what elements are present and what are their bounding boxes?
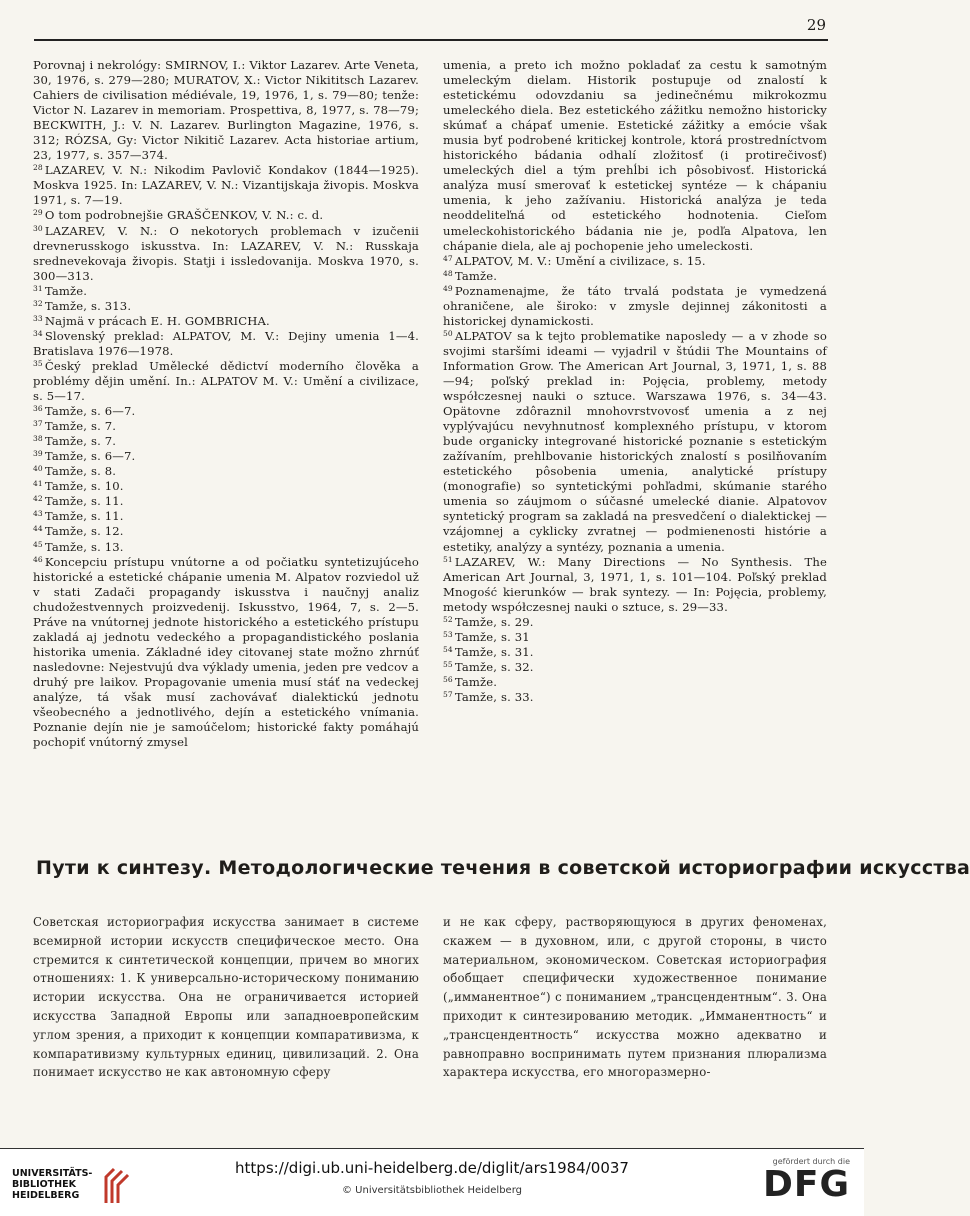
footnote-number: 49 <box>443 283 453 293</box>
footnote-number: 34 <box>33 328 43 338</box>
library-name-line3: HEIDELBERG <box>12 1189 80 1201</box>
dfg-funding-note: gefördert durch die <box>772 1157 850 1166</box>
footnote <box>443 254 827 269</box>
footnote-number: 31 <box>33 283 43 293</box>
footnote <box>33 479 419 494</box>
footnote-text: Tamže, s. 12. <box>44 524 124 539</box>
footnote <box>443 58 827 254</box>
footnote-number: 33 <box>33 313 43 323</box>
footnote-text: Poznamenajme, že táto trvalá podstata je vymedzená ohraničene, ale široko: v zmysle dejinnej zákonitosti a historickej dynamickosti. <box>443 283 827 328</box>
footnote-text: Tamže, s. 29. <box>454 614 534 629</box>
footnote-text: Tamže, s. 33. <box>454 689 534 704</box>
russian-summary-heading: Пути к синтезу. Методологические течения в советской историографии искусства <box>36 857 970 879</box>
footnote-text: Český preklad Umělecké dědictví moderního člověka a problémy dějin umění. In.: ALPATOV M. V.: Umění a civilizace, s. 5—17. <box>33 358 419 404</box>
footnote-text: ALPATOV, M. V.: Umění a civilizace, s. 15. <box>454 253 706 268</box>
footnote <box>33 449 419 464</box>
footnote-text: Tamže, s. 7. <box>44 419 117 434</box>
library-name-line1: UNIVERSITÄTS- <box>12 1167 93 1179</box>
footnote <box>33 494 419 509</box>
footnotes-right-column <box>443 58 827 705</box>
footnote-text: O tom podrobnejšie GRAŠČENKOV, V. N.: c. d. <box>44 208 324 223</box>
footnote-number: 50 <box>443 328 453 338</box>
footnote <box>33 224 419 284</box>
footnote-text: Slovenský preklad: ALPATOV, M. V.: Dejiny umenia 1—4. Bratislava 1976—1978. <box>33 328 419 358</box>
footnote <box>443 615 827 630</box>
footnote <box>33 434 419 449</box>
footnote-text: umenia, a preto ich možno pokladať za cestu k samotným umeleckým dielam. Historik postupuje od znalostí k estetickému odovzdaniu sa jedinečnému mikrokozmu umeleckého diela. Bez estetického zážitku nemožno historicky skúmať a chápať umenie. Estetické zážitky a emócie však musia byť podrobené kritickej kontrole, ktorá prostredníctvom historického bádania odhalí zložitosť (i protirečivosť) umeleckých diel a tým prehĺbi ich pôsobivosť. Historická analýza musí smerovať k estetickej syntéze — k chápaniu umenia, k jeho zažívaniu. Historická analýza je teda neoddeliteľná od estetického hodnotenia. Cieľom umeleckohistorického bádania nie je, podľa Alpatova, len chápanie diela, ale aj pochopenie jeho umeleckosti. <box>443 58 827 253</box>
footnote-number: 51 <box>443 554 453 564</box>
footnote-number: 36 <box>33 404 43 414</box>
footnote-text: Tamže. <box>454 268 498 283</box>
footnote <box>443 645 827 660</box>
copyright-notice: © Universitätsbibliothek Heidelberg <box>341 1185 522 1196</box>
footnote-text: Tamže. <box>44 283 88 298</box>
footnote-text: Tamže, s. 7. <box>44 434 117 449</box>
footnote <box>33 509 419 524</box>
footnote-number: 48 <box>443 268 453 278</box>
footnote-text: Najmä v prácach E. H. GOMBRICHA. <box>44 313 270 328</box>
footnote-number: 56 <box>443 674 453 684</box>
library-name-line2: BIBLIOTHEK <box>12 1178 76 1190</box>
permalink-url[interactable]: https://digi.ub.uni-heidelberg.de/diglit/ars1984/0037 <box>235 1159 629 1177</box>
footnote <box>33 208 419 223</box>
footnote-number: 32 <box>33 298 43 308</box>
footnote-number: 54 <box>443 644 453 654</box>
footer-bar <box>0 1149 864 1216</box>
footnote <box>443 284 827 329</box>
footnote-text: Tamže. <box>454 674 498 689</box>
footnote-text: Porovnaj i nekrológy: SMIRNOV, I.: Viktor Lazarev. Arte Veneta, 30, 1976, s. 279—280; MURATOV, X.: Victor Nikititsch Lazarev. Cahiers de civilisation médiévale, 19, 1976, 1, s. 79—80; tenže: Victor N. Lazarev in memoriam. Prospettiva, 8, 1977, s. 78—79; BECKWITH, J.: V. N. Lazarev. Burlington Magazine, 1976, s. 312; RÓZSA, Gy: Victor Nikitič Lazarev. Acta historiae artium, 23, 1977, s. 357—374. <box>33 58 419 163</box>
footnote-text: LAZAREV, V. N.: Nikodim Pavlovič Kondakov (1844—1925). Moskva 1925. In: LAZAREV, V. N.: Vizantijskaja živopis. Moskva 1971, s. 7—19. <box>33 163 419 208</box>
footnote <box>33 299 419 314</box>
footnote-number: 47 <box>443 253 453 263</box>
footnote-number: 52 <box>443 614 453 624</box>
top-rule <box>34 39 828 41</box>
footnote-number: 39 <box>33 449 43 459</box>
footnote <box>33 58 419 163</box>
footnote <box>33 555 419 751</box>
footnote-number: 45 <box>33 539 43 549</box>
footnote <box>33 464 419 479</box>
footnote <box>443 329 827 555</box>
footnote-text: Koncepciu prístupu vnútorne a od počiatku syntetizujúceho historické a estetické chápanie umenia M. Alpatov rozviedol už v stati Zadači propagandy iskusstva i naučnyj analiz chudožestvennych proizvedenij. Iskusstvo, 1964, 7, s. 2—5. Práve na vnútornej jednote historického a estetického prístupu zakladá aj jednotu vedeckého a propagandistického poslania historika umenia. Základné idey citovanej state možno zhrnúť nasledovne: Nejestvujú dva výklady umenia, jeden pre vedcov a druhý pre laikov. Propagovanie umenia musí stáť na vedeckej analýze, tá však musí zachovávať dialektickú jednotu všeobecného a jednotlivého, dejín a estetického vnímania. Poznanie dejín nie je samoúčelom; historické fakty pomáhajú pochopiť vnútorný zmysel <box>33 554 419 750</box>
footnote-number: 43 <box>33 509 43 519</box>
footnote <box>33 524 419 539</box>
footnote <box>33 314 419 329</box>
footnote-number: 55 <box>443 659 453 669</box>
footnote <box>443 690 827 705</box>
footnote-number: 30 <box>33 223 43 233</box>
footnote-text: LAZAREV, V. N.: O nekotorych problemach v izučenii drevnerusskogo iskusstva. In: LAZAREV, V. N.: Russkaja srednevekovaja živopis. Statji i issledovanija. Moskva 1970, s. 300—313. <box>33 223 419 283</box>
dfg-logo[interactable] <box>763 1157 850 1204</box>
footnote-number: 38 <box>33 434 43 444</box>
footnote-text: LAZAREV, W.: Many Directions — No Synthesis. The American Art Journal, 3, 1971, 1, s. 101—104. Poľský preklad Mnogość kierunków — brak syntezy. — In: Pojęcia, problemy, metody współczesnej nauki o sztuce, s. 29—33. <box>443 554 827 614</box>
page-number: 29 <box>806 16 826 34</box>
footnote <box>443 269 827 284</box>
footnote-number: 41 <box>33 479 43 489</box>
footnote-text: Tamže, s. 8. <box>44 464 117 479</box>
dfg-wordmark: DFG <box>762 1164 850 1205</box>
footnote-text: Tamže, s. 31 <box>454 629 530 644</box>
footnote <box>33 419 419 434</box>
footnote <box>33 404 419 419</box>
footnote-number: 42 <box>33 494 43 504</box>
footnote-number: 44 <box>33 524 43 534</box>
footnote-number: 57 <box>443 689 453 699</box>
footnote <box>33 359 419 404</box>
footnote-text: Tamže, s. 31. <box>454 644 534 659</box>
footnote-text: Tamže, s. 13. <box>44 539 124 554</box>
footnote <box>33 329 419 359</box>
footnote-number: 46 <box>33 554 43 564</box>
footnote-text: Tamže, s. 11. <box>44 509 124 524</box>
footnote-number: 53 <box>443 629 453 639</box>
footnote-text: Tamže, s. 11. <box>44 494 124 509</box>
russian-summary-right: и не как сферу, растворяющуюся в других феноменах, скажем — в духовном, или, с другой стороны, в чисто материальном, экономическом. Советская историография обобщает специфически художественное понимание („имманентное“) с пониманием „трансцендентным“. 3. Она приходит к синтезированию методик. „Имманентность“ и „трансцендентность“ искусства можно адекватно и равноправно воспринимать путем признания плюрализма характера искусства, его многоразмерно- <box>443 915 827 1080</box>
footnote-text: Tamže, s. 32. <box>454 659 534 674</box>
footnote-number: 37 <box>33 419 43 429</box>
footnote-text: Tamže, s. 6—7. <box>44 404 136 419</box>
footnotes-left-column <box>33 58 419 750</box>
footnote <box>443 555 827 615</box>
footnote <box>443 630 827 645</box>
footnote-number: 28 <box>33 163 43 173</box>
footnote-number: 40 <box>33 464 43 474</box>
footnote <box>33 284 419 299</box>
footnote-number: 29 <box>33 208 43 218</box>
footnote-text: ALPATOV sa k tejto problematike naposledy — a v zhode so svojimi staršími ideami — vyjadril v štúdii The Mountains of Information Grow. The American Art Journal, 3, 1971, 1, s. 88—94; poľský preklad in: Pojęcia, problemy, metody współczesnej nauki o sztuce. Warszawa 1976, s. 34—43. Opätovne zdôraznil mnohovrstvovosť umenia a z nej vyplývajúcu nevyhnutnosť komplexného prístupu, v ktorom bude organicky integrované historické poznanie s estetickým zažívaním, prehlbovanie historických znalostí s posilňovaním estetického pôsobenia umenia, analytické prístupy (monografie) so syntetickými pohľadmi, skúmanie starého umenia so záujmom o súčasné umelecké dianie. Alpatovov syntetický program sa zakladá na presvedčení o dialektickej — vzájomnej a cyklicky zvratnej — podmienenosti histórie a estetiky, analýzy a syntézy, poznania a umenia. <box>443 328 827 554</box>
footnote-text: Tamže, s. 6—7. <box>44 449 136 464</box>
footnote <box>443 675 827 690</box>
russian-summary-left: Советская историография искусства занимает в системе всемирной истории искусств специфическое место. Она стремится к синтетической концепции, причем во многих отношениях: 1. К универсально-историческому пониманию истории искусства. Она не ограничивается историей искусства Западной Европы или западноевропейским углом зрения, а приходит к концепции компаративизма, к компаративизму культурных единиц, цивилизаций. 2. Она понимает искусство не как автономную сферу <box>33 915 419 1080</box>
footnote <box>33 163 419 208</box>
footnote-text: Tamže, s. 10. <box>44 479 124 494</box>
footnote <box>443 660 827 675</box>
footnote-text: Tamže, s. 313. <box>44 298 132 313</box>
footnote <box>33 540 419 555</box>
footnote-number: 35 <box>33 358 43 368</box>
